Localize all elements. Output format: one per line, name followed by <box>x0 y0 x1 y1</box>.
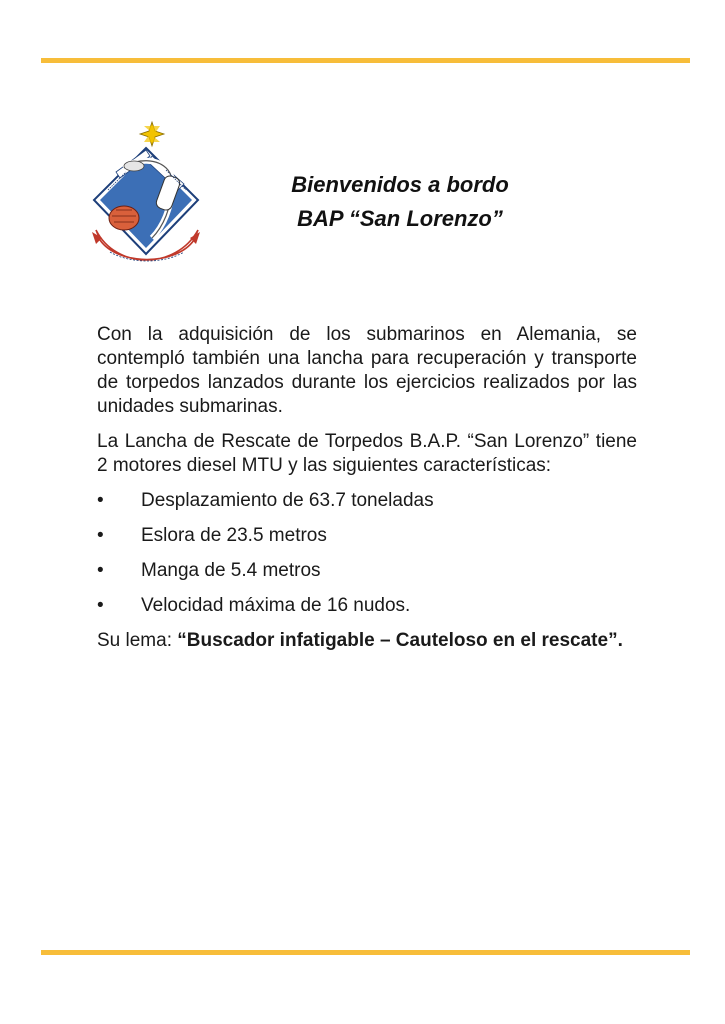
motto-label: Su lema: <box>97 630 178 651</box>
list-item <box>97 489 637 524</box>
bullet-icon: • <box>97 525 104 546</box>
feature-text: Velocidad máxima de 16 nudos. <box>141 595 411 616</box>
motto-text: “Buscador infatigable – Cauteloso en el rescate”. <box>177 630 623 651</box>
specs-paragraph: La Lancha de Rescate de Torpedos B.A.P. “San Lorenzo” tiene 2 motores diesel MTU y las siguientes características: <box>97 431 637 476</box>
feature-text: Desplazamiento de 63.7 toneladas <box>141 490 434 511</box>
bottom-accent-rule <box>41 950 690 955</box>
top-accent-rule <box>41 58 690 63</box>
list-item <box>97 524 637 559</box>
feature-text: Manga de 5.4 metros <box>141 560 321 581</box>
bullet-icon: • <box>97 490 104 511</box>
features-list <box>97 489 637 629</box>
bullet-icon: • <box>97 595 104 616</box>
list-item <box>97 559 637 594</box>
intro-paragraph: Con la adquisición de los submarinos en Alemania, se contempló también una lancha para recuperación y transporte de torpedos lanzados durante los ejercicios realizados por las unidades submarinas. <box>97 324 637 417</box>
naval-crest-icon <box>86 120 206 278</box>
feature-text: Eslora de 23.5 metros <box>141 525 327 546</box>
heading-line-welcome: Bienvenidos a bordo <box>291 172 509 197</box>
list-item <box>97 594 637 629</box>
body-content <box>97 323 637 664</box>
heading-line-ship: BAP “San Lorenzo” <box>297 206 503 231</box>
bullet-icon: • <box>97 560 104 581</box>
page-heading <box>210 168 590 236</box>
motto-paragraph <box>97 629 637 653</box>
